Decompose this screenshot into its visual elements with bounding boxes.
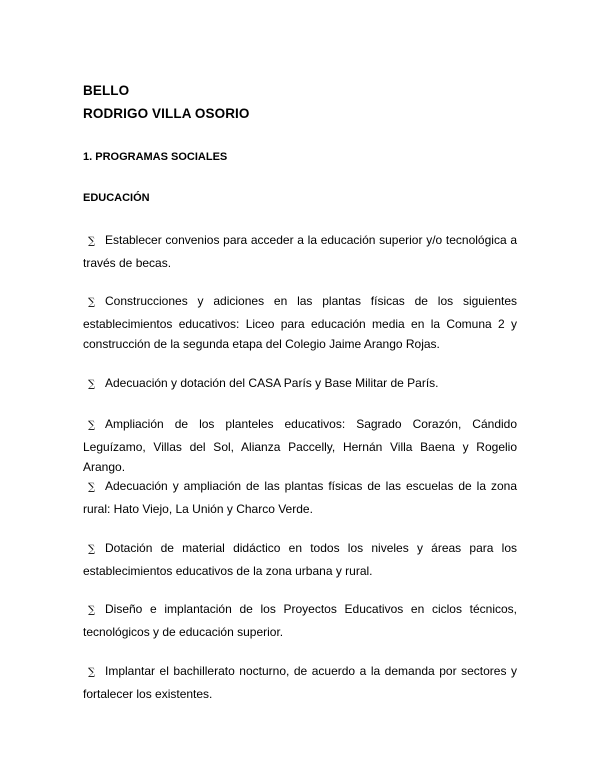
list-item-text: Ampliación de los planteles educativos: Sagrado Corazón, Cándido Leguízamo, Villas del Sol, Alianza Paccelly, Hernán Villa Baena y Rogelio Arango.	[83, 417, 517, 474]
bullet-icon: ∑	[88, 297, 96, 308]
list-item	[83, 599, 517, 642]
list-item-text: Establecer convenios para acceder a la educación superior y/o tecnológica a través de becas.	[83, 233, 517, 270]
list-item-text: Adecuación y dotación del CASA París y Base Militar de París.	[105, 376, 439, 390]
bullet-icon: ∑	[88, 379, 96, 390]
list-item	[83, 291, 517, 355]
bullet-icon: ∑	[88, 605, 96, 616]
list-item	[83, 414, 517, 478]
subsection-title: EDUCACIÓN	[83, 192, 150, 204]
list-item-text: Dotación de material didáctico en todos los niveles y áreas para los establecimientos educativos de la zona urbana y rural.	[83, 541, 517, 578]
candidate-name: RODRIGO VILLA OSORIO	[83, 106, 250, 121]
list-item-text: Adecuación y ampliación de las plantas físicas de las escuelas de la zona rural: Hato Viejo, La Unión y Charco Verde.	[83, 479, 517, 516]
list-item	[83, 661, 517, 704]
bullet-icon: ∑	[88, 420, 96, 431]
bullet-icon: ∑	[88, 482, 96, 493]
list-item	[83, 230, 517, 273]
list-item-text: Construcciones y adiciones en las plantas físicas de los siguientes establecimientos educativos: Liceo para educación media en la Comuna 2 y construcción de la segunda etapa del Colegio Jaime Arango Rojas.	[83, 294, 517, 351]
bullet-icon: ∑	[88, 544, 96, 555]
list-item-text: Diseño e implantación de los Proyectos Educativos en ciclos técnicos, tecnológicos y de educación superior.	[83, 602, 517, 639]
bullet-icon: ∑	[88, 667, 96, 678]
section-title: 1. PROGRAMAS SOCIALES	[83, 151, 228, 163]
list-item	[83, 538, 517, 581]
list-item	[83, 373, 517, 396]
list-item-text: Implantar el bachillerato nocturno, de acuerdo a la demanda por sectores y fortalecer los existentes.	[83, 664, 517, 701]
list-item	[83, 476, 517, 519]
bullet-icon: ∑	[88, 236, 96, 247]
municipality-title: BELLO	[83, 83, 130, 98]
